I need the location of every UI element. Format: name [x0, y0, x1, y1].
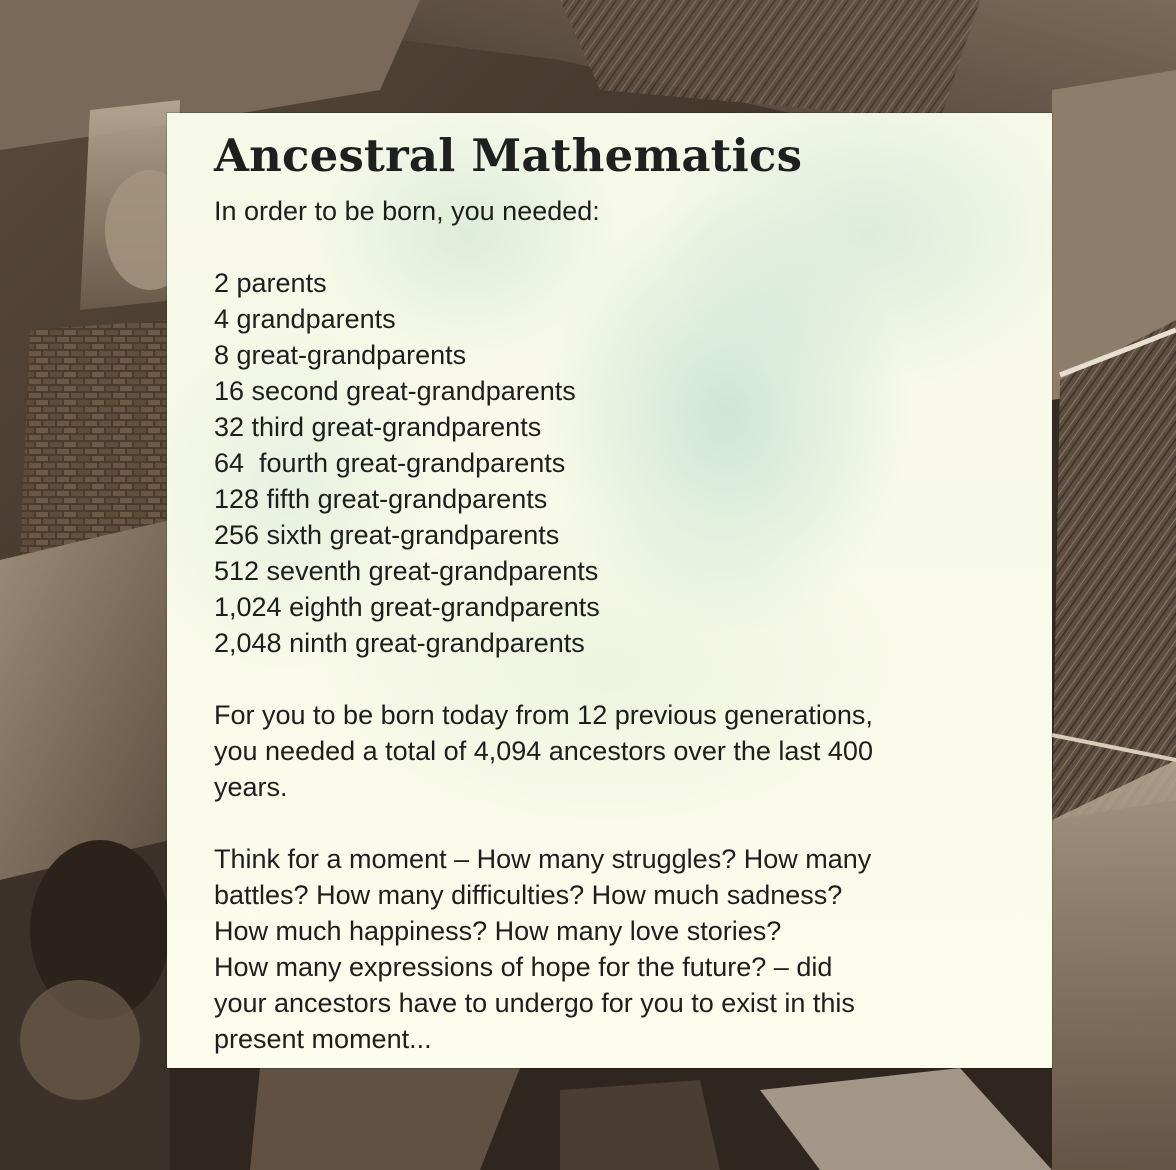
- page-title: Ancestral Mathematics: [214, 129, 803, 182]
- list-item: 2 parents: [214, 268, 327, 298]
- list-item: 16 second great-grandparents: [214, 376, 576, 406]
- reflection-line: How many expressions of hope for the future? – did: [214, 952, 833, 982]
- summary-line: you needed a total of 4,094 ancestors over the last 400: [214, 736, 873, 766]
- list-item: 8 great-grandparents: [214, 340, 467, 370]
- reflection-line: Think for a moment – How many struggles? How many: [214, 844, 872, 874]
- ancestral-math-card: [167, 113, 1052, 1068]
- list-item: 2,048 ninth great-grandparents: [214, 628, 585, 658]
- summary-paragraph: [214, 697, 1012, 805]
- reflection-line: How much happiness? How many love stories?: [214, 916, 782, 946]
- reflection-line: your ancestors have to undergo for you to exist in this: [214, 988, 855, 1018]
- reflection-line: battles? How many difficulties? How much sadness?: [214, 880, 843, 910]
- intro-text: In order to be born, you needed:: [214, 196, 600, 226]
- list-item: 256 sixth great-grandparents: [214, 520, 560, 550]
- reflection-line: present moment...: [214, 1024, 432, 1054]
- list-item: 4 grandparents: [214, 304, 396, 334]
- generations-list: [214, 265, 1012, 661]
- list-item: 1,024 eighth great-grandparents: [214, 592, 600, 622]
- summary-line: years.: [214, 772, 288, 802]
- list-item: 512 seventh great-grandparents: [214, 556, 599, 586]
- list-item: 32 third great-grandparents: [214, 412, 542, 442]
- list-item: 64 fourth great-grandparents: [214, 448, 566, 478]
- summary-line: For you to be born today from 12 previous generations,: [214, 700, 873, 730]
- list-item: 128 fifth great-grandparents: [214, 484, 548, 514]
- reflection-paragraph: [214, 841, 1012, 1057]
